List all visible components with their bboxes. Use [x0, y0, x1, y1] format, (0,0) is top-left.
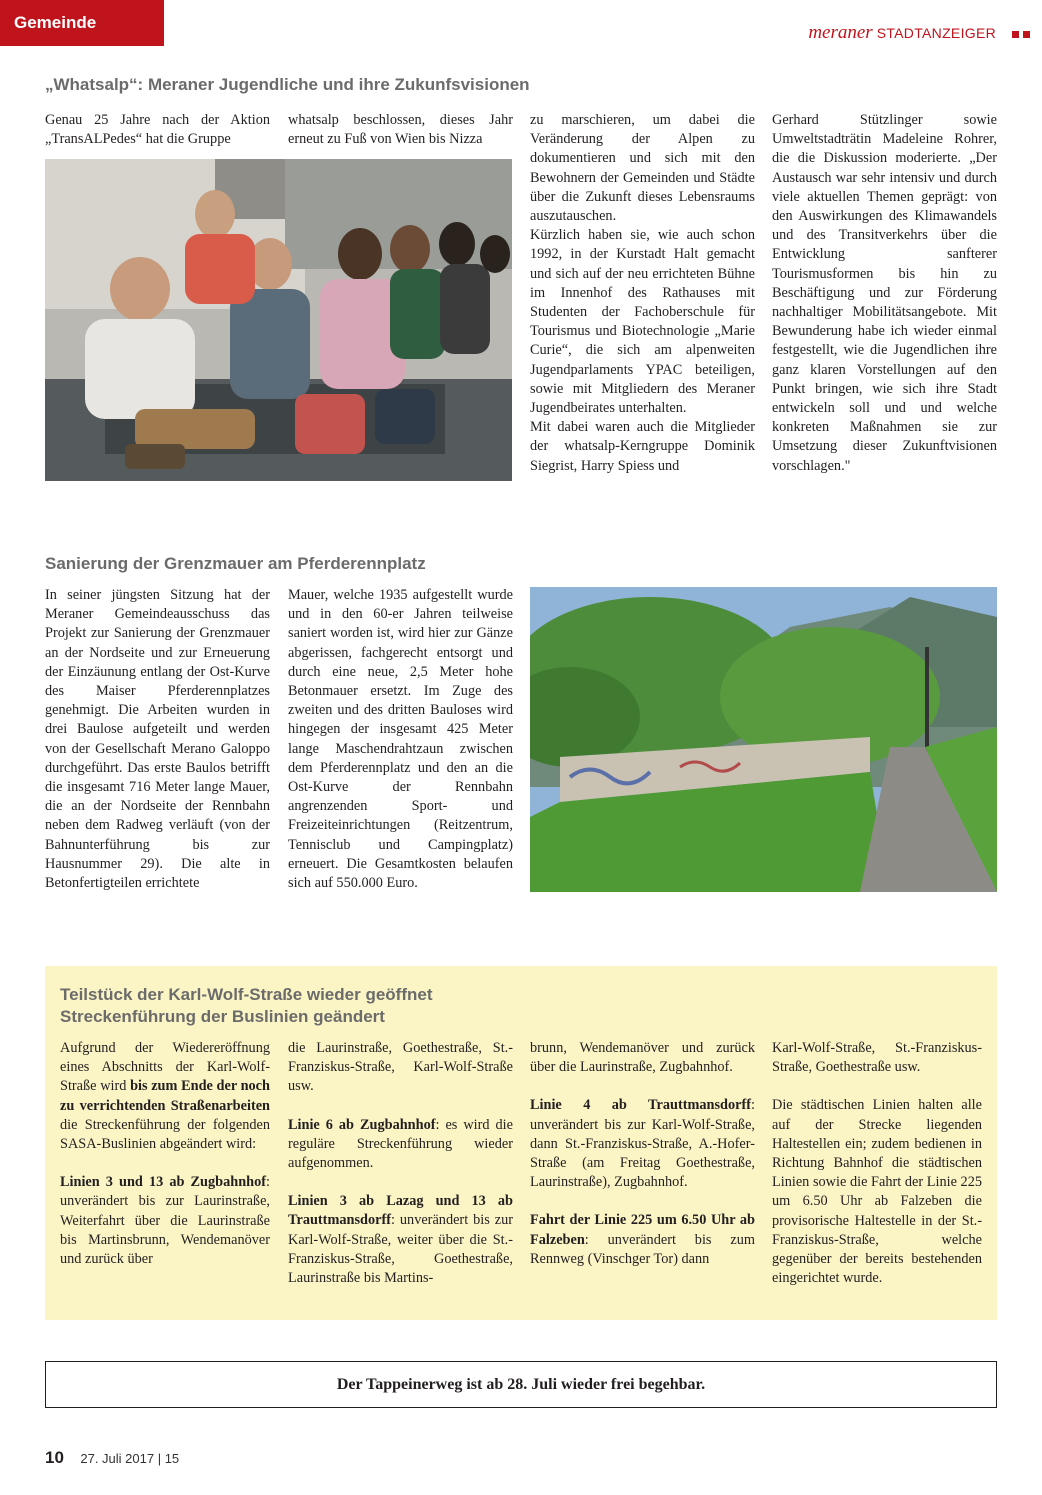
- bold-text: Linie 4 ab Trauttmansdorff: [530, 1097, 752, 1114]
- masthead: [808, 22, 1030, 44]
- info-box-title-line: Teilstück der Karl-Wolf-Straße wieder geöffnet: [60, 985, 433, 1004]
- bold-text: Linie 6 ab Zugbahnhof: [288, 1116, 436, 1133]
- page-footer: [45, 1448, 179, 1468]
- article-column: [530, 111, 755, 476]
- bold-text: bis zum Ende der noch zu verrichtenden Straßenarbeiten: [60, 1078, 270, 1114]
- paragraph: Kürzlich haben sie, wie auch schon 1992, in der Kurstadt Halt gemacht und sich auf der neu errichteten Bühne im Innenhof des Rathauses mit Studenten der Fachoberschule für Tourismus und Biotechnologie „Marie Curie“, die sich am alpenweiten Jugendparlaments YPAC beteiligen, sowie mit Mitgliedern des Meraner Jugendbeirates unterhalten.: [530, 227, 755, 417]
- text-span: die Streckenführung der folgenden SASA-Buslinien abgeändert wird:: [60, 1116, 270, 1153]
- paragraph: brunn, Wendemanöver und zurück über die Laurinstraße, Zugbahnhof.: [530, 1040, 755, 1076]
- paragraph: [530, 1211, 755, 1269]
- text-span: Aufgrund der Wiedereröffnung eines Abschnitts der Karl-Wolf-Straße wird: [60, 1040, 270, 1095]
- paragraph: die Laurinstraße, Goethestraße, St.-Franziskus-Straße, Karl-Wolf-Straße usw.: [288, 1040, 513, 1095]
- info-box-title: [60, 984, 433, 1028]
- bold-text: Linien 3 ab Lazag und 13 ab Trauttmansdorff: [288, 1193, 513, 1229]
- section-tab: Gemeinde: [0, 0, 164, 46]
- paragraph: Karl-Wolf-Straße, St.-Franziskus-Straße, Goethestraße usw.: [772, 1040, 982, 1076]
- masthead-brand: meraner: [808, 22, 873, 43]
- info-column: [288, 1039, 513, 1288]
- info-column: [772, 1039, 982, 1288]
- article-title: „Whatsalp“: Meraner Jugendliche und ihre Zukunfsvisionen: [45, 75, 530, 94]
- info-column: [530, 1039, 755, 1269]
- article-column: Gerhard Stützlinger sowie Umweltstadträtin Madeleine Rohrer, die die Diskussion moderierte. „Der Austausch war sehr intensiv und durch viele aktuellen Themen geprägt: von den Auswirkungen des Klimawandels und des Transitverkehrs über die Entwicklung sanfterer Tourismusformen bis hin zu Beschäftigung und zur Förderung nachhaltiger Mobilitätsangebote. Mit Bewunderung habe ich wieder einmal festgestellt, wie die Jugendlichen ihre ganz klaren Vorstellungen auf den Punkt bringen, wie sich ihre Stadt entwickeln soll und und welche konkreten Maßnahmen sie zur Umsetzung dieser Zukunftvisionen vorschlagen.": [772, 112, 997, 474]
- article-column: Mauer, welche 1935 aufgestellt wurde und in den 60-er Jahren teilweise saniert worden ist, wird hier zur Gänze abgerissen, fachgerecht entsorgt und durch eine neue, 2,5 Meter hohe Betonmauer ersetzt. Im Zuge des zweiten und des dritten Bauloses wird hingegen der insgesamt 425 Meter lange Maschendrahtzaun zwischen dem Pferderennplatz und den an die Ost-Kurve der Rennbahn angrenzenden Sport- und Freizeiteinrichtungen (Reitzentrum, Tennisclub und Campingplatz) erneuert. Die Gesamtkosten belaufen sich auf 550.000 Euro.: [288, 587, 513, 892]
- paragraph: [60, 1039, 270, 1154]
- paragraph: zu marschieren, um dabei die Veränderung der Alpen zu dokumentieren und sich mit den Bewohnern der Gemeinden und Städte über die Zukunft dieses Lebensraums auszutauschen.: [530, 112, 755, 225]
- paragraph: [288, 1116, 513, 1174]
- text-span: : unverändert bis zur Karl-Wolf-Straße, weiter über die St.-Franziskus-Straße, Goethestraße, Laurinstraße bis Martins-: [288, 1212, 513, 1287]
- paragraph: Mit dabei waren auch die Mitglieder der whatsalp-Kerngruppe Dominik Siegrist, Harry Spiess und: [530, 419, 755, 474]
- photo-youth-discussion: [45, 159, 512, 481]
- photo-boundary-wall: [530, 587, 997, 892]
- info-column: [60, 1039, 270, 1269]
- paragraph: [60, 1173, 270, 1269]
- bold-text: Fahrt der Linie 225 um 6.50 Uhr ab Falzeben: [530, 1212, 755, 1248]
- bold-text: Linien 3 und 13 ab Zugbahnhof: [60, 1174, 267, 1191]
- paragraph: [288, 1192, 513, 1288]
- masthead-square-icon: [1012, 31, 1019, 38]
- masthead-square-icon: [1023, 31, 1030, 38]
- paragraph: Die städtischen Linien halten alle auf der Strecke liegenden Haltestellen ein; zudem bedienen in Richtung Bahnhof die städtischen Linien sowie die Fahrt der Linie 225 um 6.50 Uhr ab Falzeben die provisorische Haltestelle in der St.-Franziskus-Straße, welche gegenüber der bereits bestehenden eingerichtet wurde.: [772, 1097, 982, 1287]
- article-column: whatsalp beschlossen, dieses Jahr erneut zu Fuß von Wien bis Nizza: [288, 112, 513, 148]
- masthead-subtitle: STADTANZEIGER: [876, 25, 996, 41]
- text-span: : unverändert bis zum Rennweg (Vinschger Tor) dann: [530, 1231, 755, 1267]
- article-column: In seiner jüngsten Sitzung hat der Meraner Gemeindeausschuss das Projekt zur Sanierung der Grenzmauer an der Nordseite und zur Erneuerung der Einzäunung entlang der Ost-Kurve des Maiser Pferderennplatzes genehmigt. Die Arbeiten wurden in drei Baulose aufgeteilt und werden von der Gesellschaft Merano Galoppo durchgeführt. Das erste Baulos betrifft die insgesamt 716 Meter lange Mauer, die an der Nordseite der Rennbahn neben dem Radweg verläuft (von der Bahnunterführung bis zur Hausnummer 29). Die alte in Betonfertigteilen errichtete: [45, 587, 270, 892]
- text-span: : unverändert bis zur Laurinstraße, Weiterfahrt über die Laurinstraße bis Martinsbrunn, Wendemanöver und zurück über: [60, 1174, 270, 1268]
- page-number: 10: [45, 1448, 64, 1467]
- article-title: Sanierung der Grenzmauer am Pferderennplatz: [45, 554, 426, 573]
- text-span: : unverändert bis zur Karl-Wolf-Straße, dann St.-Franziskus-Straße, A.-Hofer-Straße (am Freitag Goethestraße, Laurinstraße), Zugbahnhof.: [530, 1097, 755, 1191]
- text-span: : es wird die reguläre Streckenführung wieder aufgenommen.: [288, 1116, 513, 1172]
- paragraph: [530, 1096, 755, 1192]
- info-box-title-line: Streckenführung der Buslinien geändert: [60, 1007, 385, 1026]
- notice-box: Der Tappeinerweg ist ab 28. Juli wieder frei begehbar.: [45, 1361, 997, 1408]
- article-column: Genau 25 Jahre nach der Aktion „TransALPedes“ hat die Gruppe: [45, 112, 270, 148]
- issue-date: 27. Juli 2017 | 15: [80, 1451, 180, 1466]
